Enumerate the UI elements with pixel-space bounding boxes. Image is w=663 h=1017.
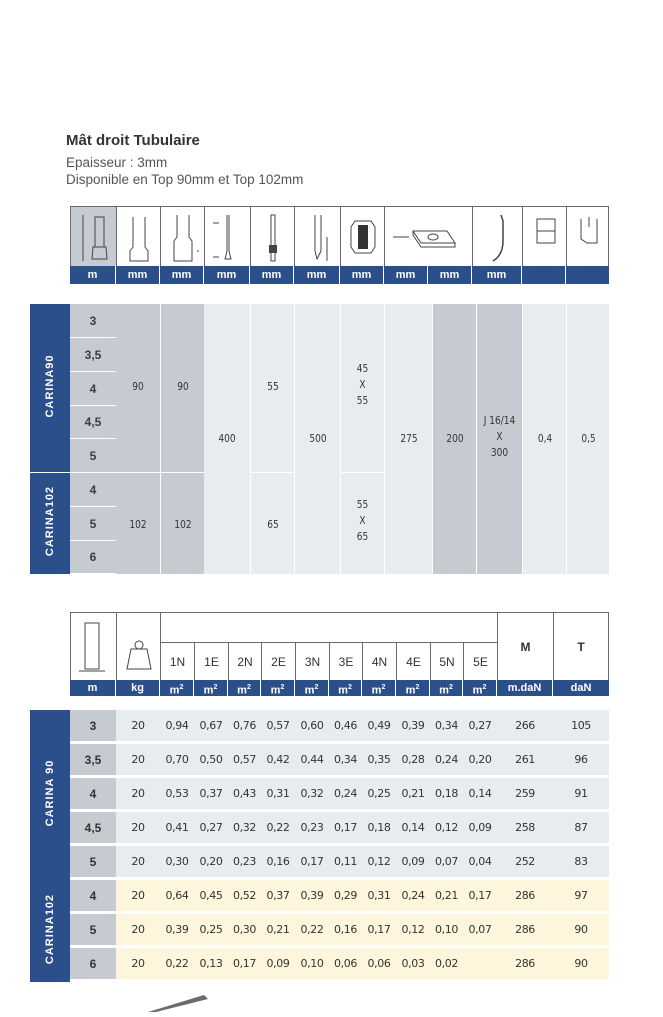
unit-label: mm [250,266,294,284]
value-cell: 0,17 [367,923,391,936]
group-label-carina90 [30,304,70,472]
value-cell: 0,06 [367,957,391,970]
value-cell: 0,35 [367,753,391,766]
unit-row [70,266,609,284]
pole-height-icon [70,206,116,266]
value-cell: X [496,430,503,443]
unit-label: $m^2$ [228,680,261,696]
value-cell: 0,13 [199,957,223,970]
wind-load-header [70,612,609,681]
value-cell: 200 [446,432,464,445]
value-cell: 400 [218,432,236,445]
height-cell: 4,5 [70,812,116,844]
value-cell: 286 [515,889,535,902]
unit-label: m [70,266,116,284]
value-cell: 91 [574,787,588,800]
value-cell: 0,45 [199,889,223,902]
col-header: 1N [160,643,194,681]
value-cell: 0,16 [334,923,357,936]
value-cell: 20 [131,719,145,732]
value-cell: 0,32 [300,787,324,800]
value-cell: 0,43 [233,787,256,800]
value-cell: 20 [131,923,145,936]
value-cell: 0,24 [401,889,425,902]
unit-label: $m^2$ [430,680,463,696]
col-header: 4N [362,643,396,681]
base-plate-column [384,304,432,574]
value-cell: 0,28 [401,753,425,766]
height-cell: 4 [70,473,116,507]
unit-label: m [70,680,116,696]
value-cell: 0,12 [401,923,425,936]
square-section-icon [340,206,384,266]
value-cell: 286 [515,923,535,936]
value-cell: 0,24 [435,753,458,766]
value-cell: 0,39 [401,719,425,732]
weight-icon [116,613,160,681]
table-row [70,948,609,980]
value-cell: 90 [132,380,144,393]
value-cell: 0,12 [367,855,391,868]
pole-icon [70,613,116,681]
bracket-weight-column [522,304,566,574]
value-cell: J 16/14 [483,414,516,427]
surface-group-header [160,613,497,643]
value-cell: 0,23 [233,855,256,868]
value-cell: 0,07 [468,923,492,936]
value-cell: 0,21 [401,787,425,800]
unit-label: $m^2$ [329,680,362,696]
unit-label: mm [384,266,428,284]
value-cell: 0,18 [435,787,458,800]
value-cell: 97 [574,889,588,902]
value-cell: 105 [571,719,591,732]
moment-header: M [497,613,553,681]
anchor-bolt-column [476,304,522,574]
unit-label: mm [340,266,384,284]
value-cell: 0,70 [165,753,189,766]
value-cell: 0,09 [266,957,290,970]
value-cell: 252 [515,855,535,868]
value-cell: 0,29 [334,889,357,902]
unit-label: mm [428,266,472,284]
unit-label: $m^2$ [463,680,497,696]
value-cell: 0,57 [266,719,290,732]
plate-hole-column [432,304,476,574]
pole-insert-icon [250,206,294,266]
height-cell: 5 [70,846,116,878]
value-cell: 0,07 [435,855,458,868]
value-cell: 0,52 [233,889,256,902]
value-cell: 0,67 [199,719,223,732]
group-name: CARINA90 [44,354,56,418]
value-cell: 261 [515,753,535,766]
value-cell: 286 [515,957,535,970]
table-row [70,880,609,912]
value-cell: 0,18 [367,821,391,834]
table-row [70,710,609,742]
value-cell: 102 [174,518,192,531]
page-title: Mât droit Tubulaire [66,132,200,149]
value-cell: 258 [515,821,535,834]
value-cell: 266 [515,719,535,732]
height-cell: 3,5 [70,338,116,372]
base-diameter-column [160,304,204,574]
value-cell: 275 [400,432,418,445]
value-cell: 0,50 [199,753,223,766]
table-row [70,914,609,946]
unit-label: $m^2$ [160,680,194,696]
value-cell: 0,12 [435,821,458,834]
value-cell: 83 [574,855,588,868]
value-cell: 0,04 [468,855,492,868]
value-cell: 90 [177,380,189,393]
value-cell: 20 [131,855,145,868]
group-name: CARINA 90 [44,759,56,827]
value-cell: 0,41 [165,821,189,834]
value-cell: 20 [131,821,145,834]
height-cell: 4 [70,372,116,406]
value-cell: 0,20 [199,855,223,868]
value-cell: X [359,514,366,527]
height-cell: 5 [70,507,116,541]
value-cell: 0,53 [165,787,189,800]
value-cell: 0,5 [581,432,596,445]
value-cell: 0,94 [165,719,189,732]
col-header: 4E [396,643,430,681]
value-cell: 0,25 [367,787,391,800]
unit-label [566,266,609,284]
value-cell: 0,03 [401,957,425,970]
table-row [70,744,609,776]
height-cell: 5 [70,914,116,946]
value-cell: 90 [574,957,588,970]
value-cell: 0,4 [537,432,553,445]
height-cell: 4,5 [70,406,116,439]
value-cell: 55 [356,394,369,407]
unit-label: mm [204,266,250,284]
unit-label: mm [116,266,160,284]
value-cell: 0,17 [334,821,357,834]
value-cell: 0,49 [367,719,391,732]
value-cell: 0,16 [266,855,290,868]
value-cell: 0,17 [300,855,324,868]
value-cell: 20 [131,787,145,800]
col-header: 3N [295,643,329,681]
value-cell: 0,44 [300,753,324,766]
value-cell: 0,27 [199,821,223,834]
value-cell: 55 [267,380,279,393]
anchor-length-icon [204,206,250,266]
value-cell: 0,34 [435,719,458,732]
unit-label: m.daN [497,680,553,696]
value-cell: 0,10 [435,923,458,936]
group-label-carina102-2 [30,880,70,982]
value-cell: 0,14 [401,821,425,834]
height-cell: 3 [70,304,116,338]
unit-label: $m^2$ [261,680,295,696]
decorative-stroke [148,993,208,1012]
col-header: 3E [329,643,362,681]
group-name: CARINA102 [44,485,56,557]
value-cell: 65 [267,518,279,531]
value-cell: 0,60 [300,719,324,732]
value-cell: 65 [356,530,369,543]
value-cell: 0,39 [300,889,324,902]
value-cell: 20 [131,889,145,902]
value-cell: 0,06 [334,957,357,970]
value-cell: 0,30 [165,855,189,868]
height-cell: 4 [70,778,116,810]
table-row [70,812,609,844]
value-cell: 0,22 [266,821,290,834]
value-cell: 0,21 [435,889,458,902]
value-cell: 0,76 [233,719,256,732]
value-cell: 0,37 [199,787,223,800]
value-cell: 0,37 [266,889,290,902]
square-section-column [340,304,384,574]
base-diameter-icon [160,206,204,266]
anchor-length-column [204,304,250,574]
unit-label: $m^2$ [362,680,396,696]
value-cell: 20 [131,957,145,970]
value-cell: 87 [574,821,588,834]
anchor-bolt-icon [472,206,522,266]
value-cell: 0,25 [199,923,223,936]
height-cell: 3,5 [70,744,116,776]
table-row [70,846,609,878]
bracket-weight-icon [522,206,566,266]
bracket-column [566,304,609,574]
value-cell: 55 [356,498,369,511]
base-plate-icon [384,206,472,266]
unit-label: kg [116,680,160,696]
value-cell: 0,09 [401,855,425,868]
value-cell: 90 [574,923,588,936]
col-header: 5E [463,643,497,681]
value-cell: 45 [356,362,369,375]
value-cell: 0,10 [300,957,324,970]
unit-label: $m^2$ [194,680,228,696]
height-cell: 6 [70,948,116,980]
top-diameter-icon [116,206,160,266]
base-depth-column [294,304,340,574]
value-cell: 0,09 [468,821,492,834]
group-label-carina102 [30,473,70,574]
value-cell: 0,17 [233,957,256,970]
bracket-icon [566,206,609,266]
value-cell: 0,24 [334,787,357,800]
group-name: CARINA102 [44,893,56,965]
value-cell: 0,02 [435,957,458,970]
availability-text: Disponible en Top 90mm et Top 102mm [66,172,304,187]
value-cell [463,948,497,980]
value-cell: 0,42 [266,753,290,766]
col-header: 5N [430,643,463,681]
unit-label: daN [570,682,592,694]
height-cell: 3 [70,710,116,742]
value-cell: 0,20 [468,753,492,766]
value-cell: 0,22 [300,923,324,936]
unit-label: $m^2$ [396,680,430,696]
top-diameter-column [116,304,160,574]
value-cell: 0,32 [233,821,256,834]
unit-label: mm [294,266,340,284]
tension-header: T [553,613,609,681]
col-header: 2E [261,643,295,681]
height-cell: 6 [70,541,116,574]
value-cell: 500 [309,432,327,445]
value-cell: 300 [490,446,509,459]
value-cell: 0,39 [165,923,189,936]
base-depth-icon [294,206,340,266]
value-cell: 20 [131,753,145,766]
value-cell: 0,23 [300,821,324,834]
value-cell: 0,57 [233,753,256,766]
value-cell: 0,31 [367,889,391,902]
height-cell: 5 [70,439,116,473]
value-cell: 0,22 [165,957,189,970]
value-cell: 259 [515,787,535,800]
value-cell: 0,64 [165,889,189,902]
value-cell: 96 [574,753,588,766]
value-cell: 0,21 [266,923,290,936]
value-cell: 0,27 [468,719,492,732]
col-header: 2N [228,643,261,681]
pole-insert-column [250,304,294,574]
table-row [70,778,609,810]
unit-label: mm [472,266,522,284]
height-cell: 4 [70,880,116,912]
unit-label: $m^2$ [295,680,329,696]
unit-label [522,266,566,284]
unit-label: mm [160,266,204,284]
value-cell: 0,17 [468,889,492,902]
value-cell: 0,14 [468,787,492,800]
value-cell: 0,34 [334,753,357,766]
value-cell: 0,30 [233,923,256,936]
value-cell: 0,31 [266,787,290,800]
thickness-text: Epaisseur : 3mm [66,155,168,170]
value-cell: 0,46 [334,719,357,732]
value-cell: 102 [129,518,147,531]
col-header: 1E [194,643,228,681]
value-cell: 0,11 [334,855,357,868]
value-cell: X [359,378,366,391]
group-label-carina-90 [30,710,70,880]
